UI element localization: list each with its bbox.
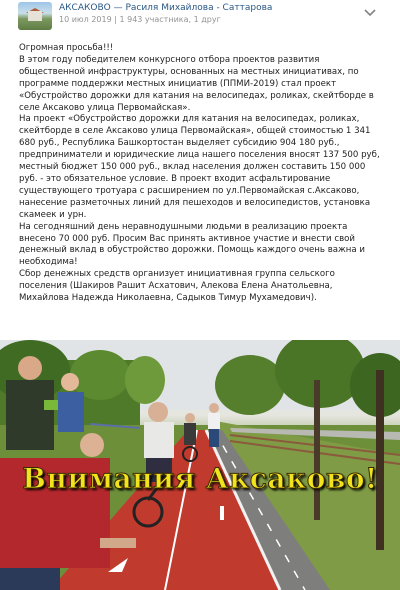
friends-count[interactable]: 1 друг xyxy=(193,15,221,24)
participants-count: 1 943 участника xyxy=(119,15,189,24)
chevron-down-icon[interactable] xyxy=(364,8,376,18)
banner-title: Внимания Аксаково! xyxy=(22,462,378,495)
post-header xyxy=(0,0,400,34)
post-photo[interactable] xyxy=(0,340,400,590)
avatar[interactable] xyxy=(18,2,52,30)
meta-separator: | xyxy=(114,15,120,24)
post-meta: 10 июл 2019 | 1 943 участника, 1 друг xyxy=(59,15,221,24)
post-text: Огромная просьба!!! В этом году победителем конкурсного отбора проектов развития общественной инфраструктуры, основанных на местных инициативах, по программе поддержки местных инициатив (ППМИ-2019) стал проект «Обустройство дорожки для катания на велосипедах, роликах, скейтборде в селе Аксаково улица Первомайская». На проект «Обустройство дорожки для катания на велосипедах, роликах, скейтборде в селе Аксаково улица Первомайская», общей стоимостью 1 341 680 руб., Республика Башкортостан выделяет субсидию 904 180 руб., предприниматели и юридические лица нашего поселения вносят 137 500 руб, местный бюджет 150 000 руб., вклад населения должен составить 150 000 руб. - это обязательное условие. В проект входит асфальтирование существующего тротуара с расширением по ул.Первомайская с.Аксаково, нанесение разметочных линий для пешеходов и велосипедистов, установка скамеек и урн. На сегодняшний день неравнодушными людьми в реализацию проекта внесено 70 000 руб. Просим Вас принять активное участие и внести свой денежный вклад в обустройство дорожки. Помощь каждого очень важна и необходима! Сбор денежных средств организует инициативная группа сельского поселения (Шакиров Рашит Асхатович, Алекова Елена Анатольевна, Михайлова Надежда Николаевна, Садыков Тимур Мухамедович). xyxy=(19,43,380,304)
post-author[interactable]: АКСАКОВО — Расиля Михайлова - Саттарова xyxy=(59,3,273,13)
post-date[interactable]: 10 июл 2019 xyxy=(59,15,112,24)
